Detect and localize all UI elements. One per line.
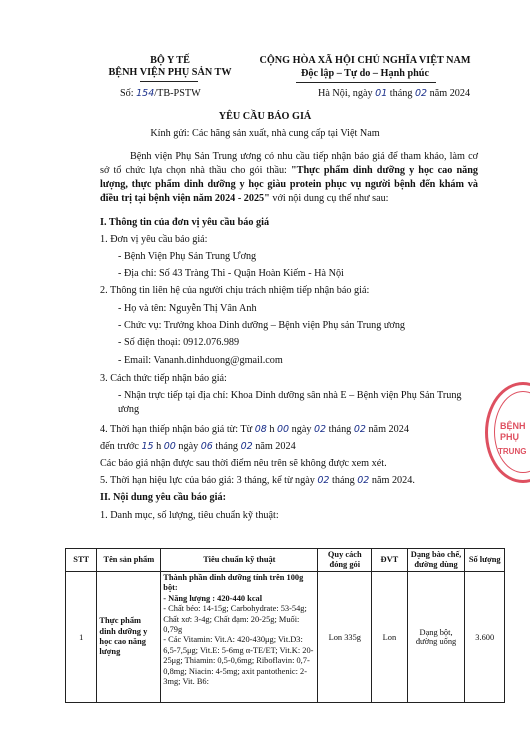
date-month-label: tháng — [389, 88, 413, 99]
doc-no-suffix: /TB-PSTW — [154, 88, 201, 99]
end-year: năm 2024 — [255, 441, 296, 452]
validity-line — [100, 475, 415, 486]
validity-day: 02 — [317, 475, 330, 486]
end-month-label: tháng — [215, 441, 239, 452]
col-stt: STT — [66, 549, 97, 572]
start-minute: 00 — [276, 424, 290, 435]
end-label: đến trước — [100, 441, 139, 452]
contact-position: - Chức vụ: Trưởng khoa Dinh dưỡng – Bệnh viện Phụ sản Trung ương — [118, 320, 406, 331]
end-month: 02 — [240, 441, 253, 452]
ministry-name: BỘ Y TẾ — [150, 55, 190, 66]
start-hour: 08 — [254, 424, 267, 435]
late-note: Các báo giá nhận được sau thời điểm nêu trên sẽ không được xem xét. — [100, 458, 387, 469]
header-left-underline — [140, 81, 198, 82]
row-packing: Lon 335g — [318, 572, 372, 703]
start-day: 02 — [313, 424, 327, 435]
package-name: "Thực phẩm dinh dưỡng y học cao năng lượng, thực phẩm dinh dưỡng y học giàu protein phục vụ người bệnh đến khám và điều trị tại bệnh viện năm 2024 - 2025" — [100, 165, 478, 204]
header-right-underline — [296, 82, 436, 83]
col-spec: Tiêu chuẩn kỹ thuật — [161, 549, 318, 572]
day-label: ngày — [291, 424, 312, 435]
table-row — [66, 572, 505, 703]
section-1-item-3: 3. Cách thức tiếp nhận báo giá: — [100, 373, 227, 384]
unit-address: - Địa chỉ: Số 43 Tràng Thi - Quận Hoàn Kiếm - Hà Nội — [118, 268, 344, 279]
spec-line-macros: - Chất béo: 14-15g; Carbohydrate: 53-54g; Chất xơ: 3-4g; Chất đạm: 20-25g; Muối: 0,79g — [163, 604, 307, 635]
deadline-label: 4. Thời hạn thiếp nhận báo giá từ: Từ — [100, 424, 253, 435]
hospital-name: BỆNH VIỆN PHỤ SẢN TW — [108, 67, 232, 78]
col-unit: ĐVT — [372, 549, 407, 572]
start-year: năm 2024 — [368, 424, 409, 435]
col-product: Tên sản phẩm — [97, 549, 161, 572]
spec-title: Thành phần dinh dưỡng tính trên 100g bột: — [163, 573, 304, 593]
row-spec — [161, 572, 318, 703]
unit-name: - Bệnh Viện Phụ Sản Trung Ương — [118, 251, 257, 262]
table-header-row — [66, 549, 505, 572]
end-day-label: ngày — [178, 441, 199, 452]
product-spec-table — [65, 548, 505, 703]
stamp-text-2: PHỤ — [500, 432, 520, 442]
section-2-item-1: 1. Danh mục, số lượng, tiêu chuẩn kỹ thuật: — [100, 510, 279, 521]
document-title: YÊU CẦU BÁO GIÁ — [218, 111, 312, 122]
row-product: Thực phẩm dinh dưỡng y học cao năng lượng — [97, 572, 161, 703]
row-form: Dạng bột, đường uống — [407, 572, 465, 703]
intro-text: Bệnh viện Phụ Sản Trung ương có nhu cầu tiếp nhận báo giá để tham khảo, làm cơ sở tổ chức lựa chọn nhà thầu cho gói thầu: — [100, 151, 478, 176]
stamp-text-1: BỆNH — [500, 421, 526, 431]
end-minute: 00 — [163, 441, 176, 452]
country-name: CỘNG HÒA XÃ HỘI CHỦ NGHĨA VIỆT NAM — [259, 55, 471, 66]
col-qty: Số lượng — [465, 549, 505, 572]
date-year: năm 2024 — [429, 88, 471, 99]
end-day: 06 — [200, 441, 213, 452]
contact-name: - Họ và tên: Nguyễn Thị Vân Anh — [118, 303, 257, 314]
contact-phone: - Số điện thoại: 0912.076.989 — [118, 337, 240, 348]
national-motto: Độc lập – Tự do – Hạnh phúc — [301, 68, 429, 79]
document-number — [120, 88, 201, 99]
validity-label: 5. Thời hạn hiệu lực của báo giá: 3 tháng, kể từ ngày — [100, 475, 315, 486]
row-stt: 1 — [66, 572, 97, 703]
document-date — [318, 88, 470, 99]
month-label: tháng — [328, 424, 352, 435]
stamp-text-3: TRUNG — [498, 447, 527, 456]
date-day-handwritten: 01 — [375, 88, 388, 99]
receive-method: - Nhận trực tiếp tại địa chỉ: Khoa Dinh dưỡng sân nhà E – Bệnh viện Phụ Sản Trung ương — [118, 390, 462, 415]
hour-unit: h — [269, 424, 275, 435]
row-qty: 3.600 — [465, 572, 505, 703]
row-unit: Lon — [372, 572, 407, 703]
end-hour-unit: h — [156, 441, 162, 452]
section-1-heading: I. Thông tin của đơn vị yêu cầu báo giá — [100, 217, 270, 228]
section-1-item-1: 1. Đơn vị yêu cầu báo giá: — [100, 234, 208, 245]
start-month: 02 — [353, 424, 366, 435]
spec-line-energy: - Năng lượng : 420-440 kcal — [163, 593, 263, 603]
intro-paragraph — [100, 150, 478, 206]
date-month-handwritten: 02 — [414, 88, 428, 99]
col-form: Dạng bào chế, đường dùng — [407, 549, 465, 572]
section-2-heading: II. Nội dung yêu cầu báo giá: — [100, 492, 226, 503]
col-packing: Quy cách đóng gói — [318, 549, 372, 572]
validity-month: 02 — [357, 475, 370, 486]
doc-no-prefix: Số: — [120, 88, 134, 99]
deadline-line-2 — [100, 441, 296, 452]
end-hour: 15 — [141, 441, 154, 452]
recipient-line: Kính gửi: Các hãng sản xuất, nhà cung cấp tại Việt Nam — [150, 128, 380, 139]
contact-email: - Email: Vananh.dinhduong@gmail.com — [118, 355, 283, 366]
doc-no-handwritten: 154 — [136, 88, 155, 99]
deadline-line-1 — [100, 424, 409, 435]
validity-year: năm 2024. — [371, 475, 415, 486]
official-stamp — [485, 382, 530, 483]
validity-month-label: tháng — [332, 475, 355, 486]
intro-text-end: với nội dung cụ thể như sau: — [269, 193, 389, 204]
date-prefix: Hà Nội, ngày — [318, 88, 373, 99]
spec-line-vitamins: - Các Vitamin: Vit.A: 420-430μg; Vit.D3: 6,5-7,5μg; Vit.E: 5-6mg α-TE/ET; Vit.K: 20-25μg; Thiamin: 0,5-0,6mg; Riboflavin: 0,7-0,8mg; Niacin: 4-5mg; axit pantothenic: 2-3mg; Vit. B6: — [163, 635, 314, 687]
section-1-item-2: 2. Thông tin liên hệ của người chịu trách nhiệm tiếp nhận báo giá: — [100, 285, 370, 296]
